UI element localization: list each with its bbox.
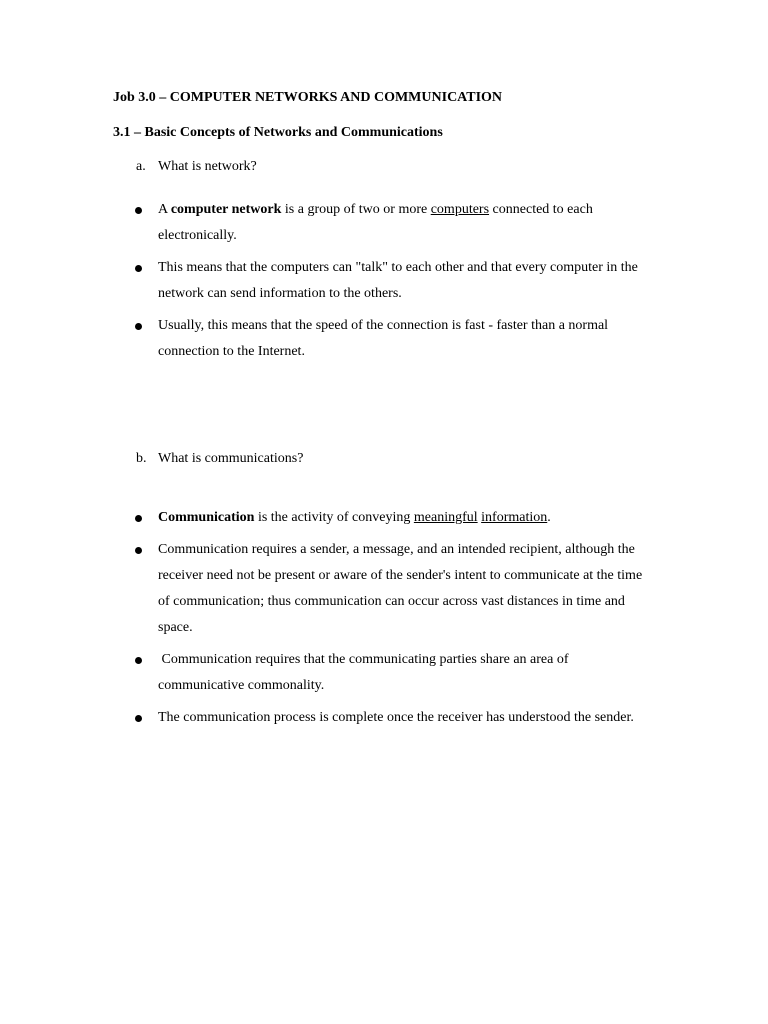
bullet-text: Communication requires a sender, a message, and an intended recipient, although the receiver need not be present or aware of the sender's intent to communicate at the time of communication; thus communication can occur across vast distances in time and space. bbox=[158, 542, 643, 635]
bullet-text: This means that the computers can "talk" to each other and that every computer in the network can send information to the others. bbox=[158, 260, 638, 301]
list-item bbox=[135, 201, 655, 249]
meaningful-link[interactable]: meaningful bbox=[413, 510, 478, 525]
question-b-text: What is communications? bbox=[158, 451, 304, 466]
bullet-text: Communication is the activity of conveying meaningful information. bbox=[158, 510, 551, 525]
bullet-icon bbox=[135, 715, 142, 722]
bullet-text: Communication requires that the communicating parties share an area of communicative commonality. bbox=[158, 652, 573, 693]
question-b-marker: b. bbox=[136, 451, 147, 466]
document-title: Job 3.0 – COMPUTER NETWORKS AND COMMUNICATION bbox=[113, 90, 503, 105]
bullet-text: A computer network is a group of two or more computers connected to each electronically. bbox=[158, 202, 593, 243]
question-a bbox=[136, 158, 257, 176]
bullet-icon bbox=[135, 323, 142, 330]
bullet-icon bbox=[135, 657, 142, 664]
question-a-marker: a. bbox=[136, 159, 146, 174]
question-b bbox=[136, 450, 303, 468]
question-a-text: What is network? bbox=[158, 159, 257, 174]
list-item bbox=[135, 509, 655, 531]
list-item bbox=[135, 541, 655, 641]
bullet-text: Usually, this means that the speed of the connection is fast - faster than a normal connection to the Internet. bbox=[158, 318, 609, 359]
list-item bbox=[135, 259, 655, 307]
bullet-icon bbox=[135, 515, 142, 522]
term-computer-network: computer network bbox=[170, 202, 282, 217]
bullet-text: The communication process is complete once the receiver has understood the sender. bbox=[158, 710, 634, 725]
bullet-icon bbox=[135, 547, 142, 554]
term-communication: Communication bbox=[158, 510, 255, 525]
list-item bbox=[135, 651, 655, 699]
computers-link[interactable]: computers bbox=[430, 202, 490, 217]
bullet-icon bbox=[135, 265, 142, 272]
section-heading: 3.1 – Basic Concepts of Networks and Communications bbox=[113, 125, 443, 140]
list-item bbox=[135, 317, 655, 365]
list-item bbox=[135, 709, 655, 731]
bullet-icon bbox=[135, 207, 142, 214]
information-link[interactable]: information bbox=[481, 510, 548, 525]
